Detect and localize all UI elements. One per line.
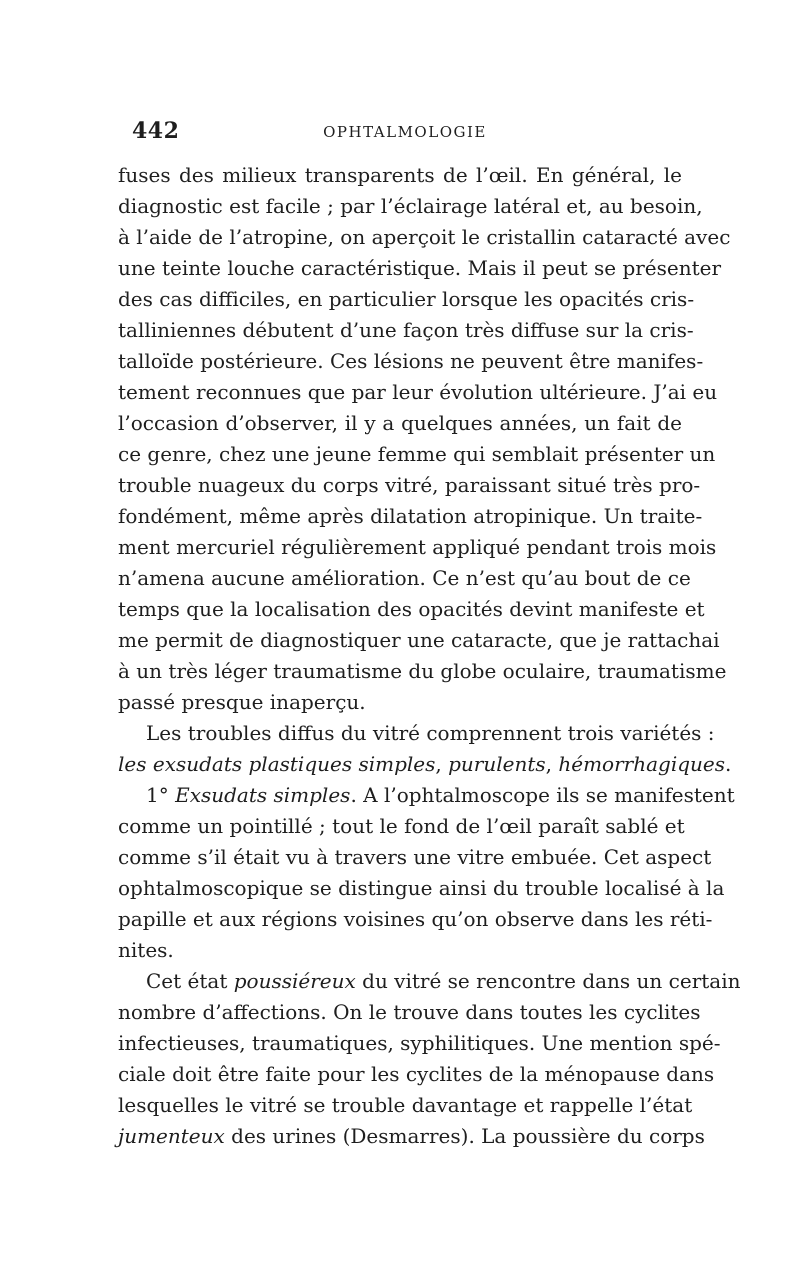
text-line [118,160,682,191]
text-segment: trouble nuageux du corps vitré, paraissant situé très pro- [118,473,701,497]
text-segment: Les troubles diffus du vitré comprennent trois variétés : [146,721,715,745]
text-segment: fuses des milieux transparents de l’œil. En général, le [118,163,682,187]
text-line [118,966,741,997]
text-line [118,253,722,284]
text-line [118,873,725,904]
text-segment: . [725,752,732,776]
text-line [118,470,701,501]
text-line [118,904,713,935]
text-segment: à l’aide de l’atropine, on aperçoit le cristallin cataracté avec [118,225,731,249]
text-line [118,718,715,749]
running-title: OPHTALMOLOGIE [323,123,487,141]
text-segment: des cas difficiles, en particulier lorsque les opacités cris- [118,287,695,311]
text-segment: comme un pointillé ; tout le fond de l’œil paraît sablé et [118,814,685,838]
italic-segment: Exsudats simples [175,783,351,807]
text-segment: ce genre, chez une jeune femme qui semblait présenter un [118,442,716,466]
text-segment: talloïde postérieure. Ces lésions ne peuvent être manifes- [118,349,704,373]
text-segment: me permit de diagnostiquer une cataracte, que je rattachai [118,628,720,652]
body-text [118,160,741,1152]
text-segment: talliniennes débutent d’une façon très diffuse sur la cris- [118,318,694,342]
text-line [118,1090,693,1121]
text-segment: passé presque inaperçu. [118,690,366,714]
text-segment: comme s’il était vu à travers une vitre embuée. Cet aspect [118,845,712,869]
text-segment: du vitré se rencontre dans un certain [355,969,741,993]
text-segment: ophtalmoscopique se distingue ainsi du trouble localisé à la [118,876,725,900]
text-line [118,656,727,687]
text-segment: nombre d’affections. On le trouve dans toutes les cyclites [118,1000,701,1024]
text-line [118,315,694,346]
text-segment: , [435,752,449,776]
text-line [118,749,732,780]
italic-segment: jumenteux [118,1124,225,1148]
text-segment: tement reconnues que par leur évolution ultérieure. J’ai eu [118,380,718,404]
text-line [118,625,720,656]
page-header [120,118,690,150]
page-number: 442 [132,118,180,144]
text-segment: infectieuses, traumatiques, syphilitiques. Une mention spé- [118,1031,721,1055]
text-line [118,842,712,873]
italic-segment: poussiéreux [233,969,356,993]
text-line [118,222,731,253]
text-line [118,935,682,966]
text-line [118,997,701,1028]
text-segment: l’occasion d’observer, il y a quelques années, un fait de [118,411,682,435]
text-segment: une teinte louche caractéristique. Mais il peut se présenter [118,256,722,280]
text-segment: . A l’ophtalmoscope ils se manifestent [350,783,735,807]
text-segment: ciale doit être faite pour les cyclites de la ménopause dans [118,1062,715,1086]
text-segment: des urines (Desmarres). La poussière du corps [224,1124,705,1148]
text-line [118,594,705,625]
text-segment: nites. [118,938,174,962]
text-line [118,377,718,408]
text-line [118,780,735,811]
text-segment: diagnostic est facile ; par l’éclairage latéral et, au besoin, [118,194,703,218]
text-segment: à un très léger traumatisme du globe oculaire, traumatisme [118,659,727,683]
text-segment: Cet état [146,969,234,993]
text-line [118,532,717,563]
text-segment: lesquelles le vitré se trouble davantage et rappelle l’état [118,1093,693,1117]
text-line [118,811,685,842]
italic-segment: purulents [448,752,546,776]
text-line [118,346,704,377]
text-line [118,408,682,439]
text-line [118,284,695,315]
text-segment: ment mercuriel régulièrement appliqué pendant trois mois [118,535,717,559]
text-line [118,191,703,222]
italic-segment: les exsudats plastiques simples [118,752,436,776]
text-line [118,1028,721,1059]
text-segment: 1° [146,783,176,807]
text-line [118,563,691,594]
text-segment: papille et aux régions voisines qu’on observe dans les réti- [118,907,713,931]
text-line [118,687,682,718]
text-line [118,1059,715,1090]
text-segment: n’amena aucune amélioration. Ce n’est qu’au bout de ce [118,566,691,590]
text-line [118,501,703,532]
italic-segment: hémorrhagiques [558,752,726,776]
text-line [118,1121,705,1152]
text-segment: , [545,752,559,776]
text-segment: fondément, même après dilatation atropinique. Un traite- [118,504,703,528]
text-segment: temps que la localisation des opacités devint manifeste et [118,597,705,621]
text-line [118,439,716,470]
